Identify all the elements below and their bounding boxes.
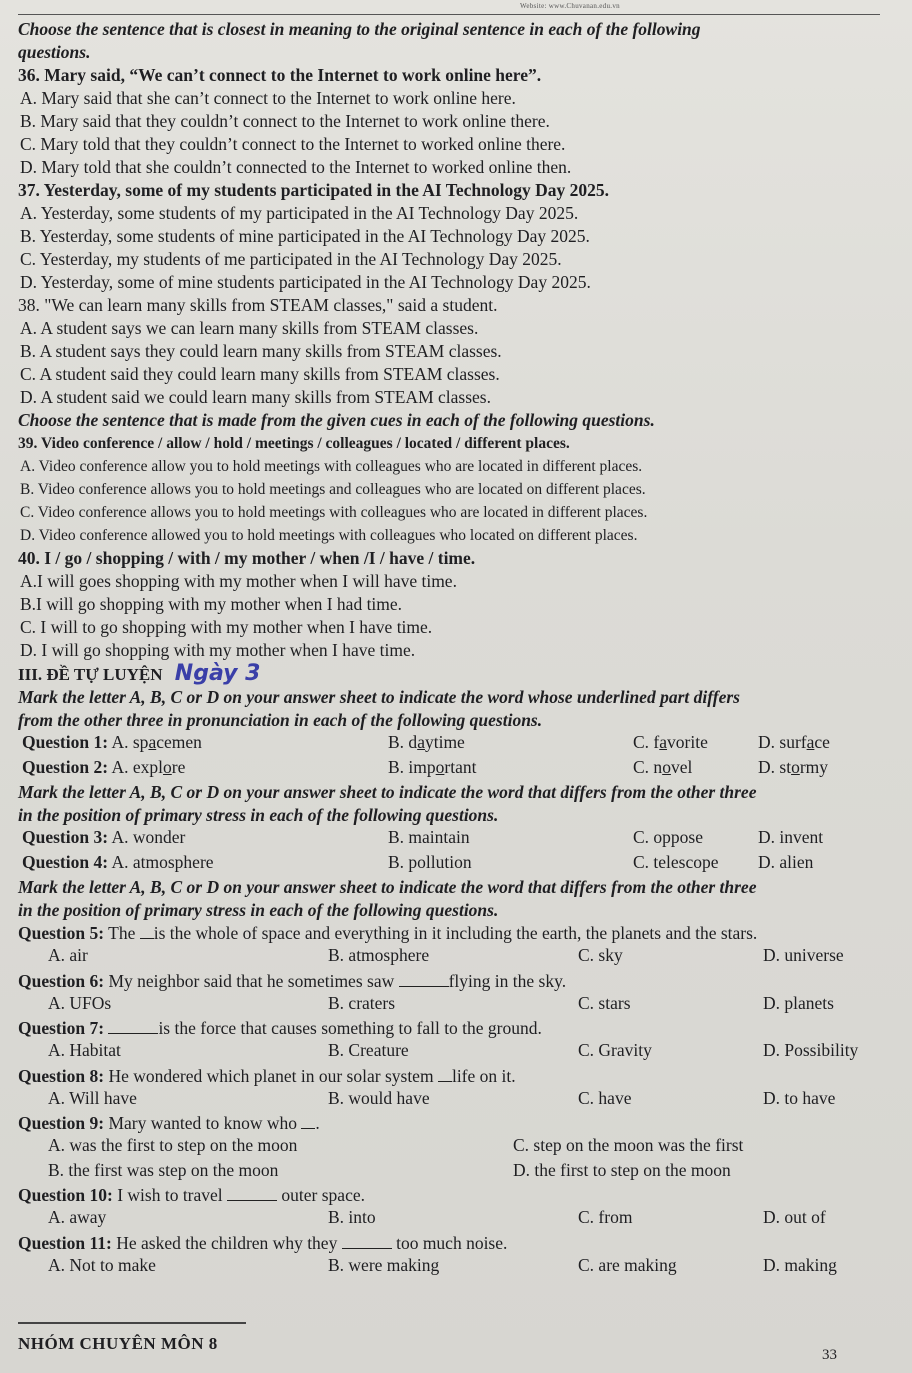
question-39-option-b: B. Video conference allows you to hold meetings and colleagues who are located on different places. (20, 481, 646, 498)
question-9-option-b: B. the first was step on the moon (48, 1159, 279, 1180)
question-10-option-d: D. out of (763, 1207, 826, 1227)
pronunciation-instruction: Mark the letter A, B, C or D on your answer sheet to indicate the word whose underlined part differs (18, 687, 740, 707)
footer-group-name: NHÓM CHUYÊN MÔN 8 (18, 1334, 218, 1353)
stress-instruction: Mark the letter A, B, C or D on your answer sheet to indicate the word that differs from the other three (18, 782, 757, 802)
question-40-option-b: B.I will go shopping with my mother when I had time. (20, 594, 403, 614)
question-7-option-b: B. Creature (328, 1040, 409, 1060)
question-39-option-c: C. Video conference allows you to hold meetings with colleagues who are located in different places. (20, 504, 648, 521)
stress-instruction-cont: in the position of primary stress in each of the following questions. (18, 805, 499, 825)
question-9-stem: Question 9: Mary wanted to know who . (18, 1113, 320, 1133)
section2-instruction: Choose the sentence that is made from the given cues in each of the following questions. (18, 410, 655, 430)
question-9-option-c: C. step on the moon was the first (513, 1135, 744, 1155)
question-9-options-ac (18, 1135, 894, 1160)
question-8-option-a: A. Will have (48, 1087, 137, 1108)
question-3-option-d: D. invent (758, 827, 824, 847)
page-number: 33 (822, 1347, 837, 1363)
question-4-option-b: B. pollution (388, 851, 472, 872)
question-7-options (18, 1040, 894, 1065)
question-5-option-c: C. sky (578, 945, 623, 965)
question-1-row (18, 732, 894, 757)
question-2-label: Question 2: (22, 756, 109, 777)
question-11-option-b: B. were making (328, 1254, 440, 1275)
question-11-options (18, 1255, 894, 1280)
top-divider (18, 14, 880, 15)
question-40-stem: 40. I / go / shopping / with / my mother / when /I / have / time. (18, 548, 476, 568)
question-9-option-a: A. was the first to step on the moon (48, 1135, 298, 1155)
question-38-option-c: C. A student said they could learn many skills from STEAM classes. (20, 364, 500, 384)
question-4-option-a: Question 4: A. atmosphere (22, 851, 214, 872)
question-11-option-a: A. Not to make (48, 1254, 156, 1275)
question-3-option-c: C. oppose (633, 827, 703, 847)
question-1-option-a: Question 1: A. spacemen (22, 732, 202, 752)
question-10-stem: Question 10: I wish to travel outer space. (18, 1185, 365, 1205)
question-6-option-a: A. UFOs (48, 992, 112, 1013)
question-11-stem: Question 11: He asked the children why they too much noise. (18, 1232, 508, 1253)
question-4-option-d: D. alien (758, 851, 814, 872)
question-2-option-d: D. stormy (758, 756, 829, 777)
section1-instruction-cont: questions. (18, 42, 91, 62)
question-6-option-c: C. stars (578, 992, 631, 1013)
question-37-stem: 37. Yesterday, some of my students participated in the AI Technology Day 2025. (18, 180, 609, 200)
question-8-stem: Question 8: He wondered which planet in our solar system life on it. (18, 1065, 516, 1086)
question-7-option-c: C. Gravity (578, 1040, 652, 1060)
question-39-option-a: A. Video conference allow you to hold meetings with colleagues who are located in different places. (20, 458, 643, 475)
question-2-option-b: B. important (388, 756, 477, 777)
question-38-option-a: A. A student says we can learn many skills from STEAM classes. (20, 318, 479, 338)
question-10-option-c: C. from (578, 1207, 633, 1227)
question-8-option-d: D. to have (763, 1087, 836, 1108)
question-8-options (18, 1088, 894, 1113)
question-40-option-d: D. I will go shopping with my mother when I have time. (20, 640, 416, 660)
pronunciation-instruction-cont: from the other three in pronunciation in each of the following questions. (18, 710, 543, 730)
question-37-option-a: A. Yesterday, some students of my participated in the AI Technology Day 2025. (20, 203, 579, 223)
vocab-instruction-cont: in the position of primary stress in each of the following questions. (18, 900, 499, 920)
question-5-option-d: D. universe (763, 945, 844, 965)
question-40-option-c: C. I will to go shopping with my mother when I have time. (20, 617, 433, 637)
question-36-option-d: D. Mary told that she couldn’t connected to the Internet to worked online then. (20, 157, 572, 177)
question-10-option-a: A. away (48, 1207, 107, 1227)
footer-divider (18, 1322, 246, 1324)
section1-instruction: Choose the sentence that is closest in meaning to the original sentence in each of the following (18, 19, 701, 39)
question-3-option-b: B. maintain (388, 827, 470, 847)
question-36-option-c: C. Mary told that they couldn’t connect to the Internet to worked online there. (20, 134, 566, 154)
question-4-row (18, 852, 894, 877)
question-36-option-b: B. Mary said that they couldn’t connect to the Internet to work online there. (20, 111, 550, 131)
question-39-option-d: D. Video conference allowed you to hold meetings with colleagues who located on different places. (20, 527, 638, 544)
question-2-option-c: C. novel (633, 756, 693, 777)
question-1-option-d: D. surface (758, 732, 830, 752)
question-4-option-c: C. telescope (633, 851, 719, 872)
worksheet-content (18, 18, 894, 1279)
question-39-stem: 39. Video conference / allow / hold / meetings / colleagues / located / different places. (18, 435, 570, 452)
question-3-option-a: Question 3: A. wonder (22, 827, 186, 847)
question-11-option-d: D. making (763, 1254, 837, 1275)
question-5-stem: Question 5: The is the whole of space and everything in it including the earth, the planets and the stars. (18, 923, 758, 943)
question-9-options-bd (18, 1160, 894, 1185)
question-6-option-b: B. craters (328, 992, 396, 1013)
question-5-option-a: A. air (48, 945, 88, 965)
question-2-row (18, 757, 894, 782)
question-7-option-a: A. Habitat (48, 1040, 121, 1060)
question-37-option-c: C. Yesterday, my students of me participated in the AI Technology Day 2025. (20, 249, 562, 269)
question-5-options (18, 945, 894, 970)
question-10-option-b: B. into (328, 1207, 376, 1227)
handwritten-note: Ngày 3 (174, 661, 261, 686)
question-7-option-d: D. Possibility (763, 1040, 859, 1060)
question-38-option-b: B. A student says they could learn many skills from STEAM classes. (20, 341, 502, 361)
question-8-option-b: B. would have (328, 1087, 430, 1108)
question-40-option-a: A.I will goes shopping with my mother when I will have time. (20, 571, 457, 591)
question-11-option-c: C. are making (578, 1254, 677, 1275)
question-1-label: Question 1: (22, 732, 109, 752)
question-6-stem: Question 6: My neighbor said that he sometimes saw flying in the sky. (18, 970, 567, 991)
question-36-option-a: A. Mary said that she can’t connect to the Internet to work online here. (20, 88, 516, 108)
question-1-option-b: B. daytime (388, 732, 465, 752)
question-38-option-d: D. A student said we could learn many skills from STEAM classes. (20, 387, 491, 407)
section3-heading-text: III. ĐỀ TỰ LUYỆN (18, 665, 163, 684)
website-header: Website: www.Chuvanan.edu.vn (520, 2, 620, 10)
question-6-options (18, 993, 894, 1018)
question-6-option-d: D. planets (763, 992, 834, 1013)
question-37-option-d: D. Yesterday, some of mine students participated in the AI Technology Day 2025. (20, 272, 591, 292)
question-7-stem: Question 7: is the force that causes something to fall to the ground. (18, 1018, 542, 1038)
question-9-option-d: D. the first to step on the moon (513, 1159, 731, 1180)
question-8-option-c: C. have (578, 1087, 632, 1108)
section3-heading (18, 662, 894, 686)
question-10-options (18, 1207, 894, 1232)
question-37-option-b: B. Yesterday, some students of mine participated in the AI Technology Day 2025. (20, 226, 590, 246)
question-36-stem: 36. Mary said, “We can’t connect to the Internet to work online here”. (18, 65, 542, 85)
question-38-stem: 38. "We can learn many skills from STEAM classes," said a student. (18, 295, 498, 315)
question-5-option-b: B. atmosphere (328, 945, 430, 965)
question-3-row (18, 827, 894, 852)
question-2-option-a: Question 2: A. explore (22, 756, 186, 777)
vocab-instruction: Mark the letter A, B, C or D on your answer sheet to indicate the word that differs from the other three (18, 877, 757, 897)
question-1-option-c: C. favorite (633, 732, 708, 752)
